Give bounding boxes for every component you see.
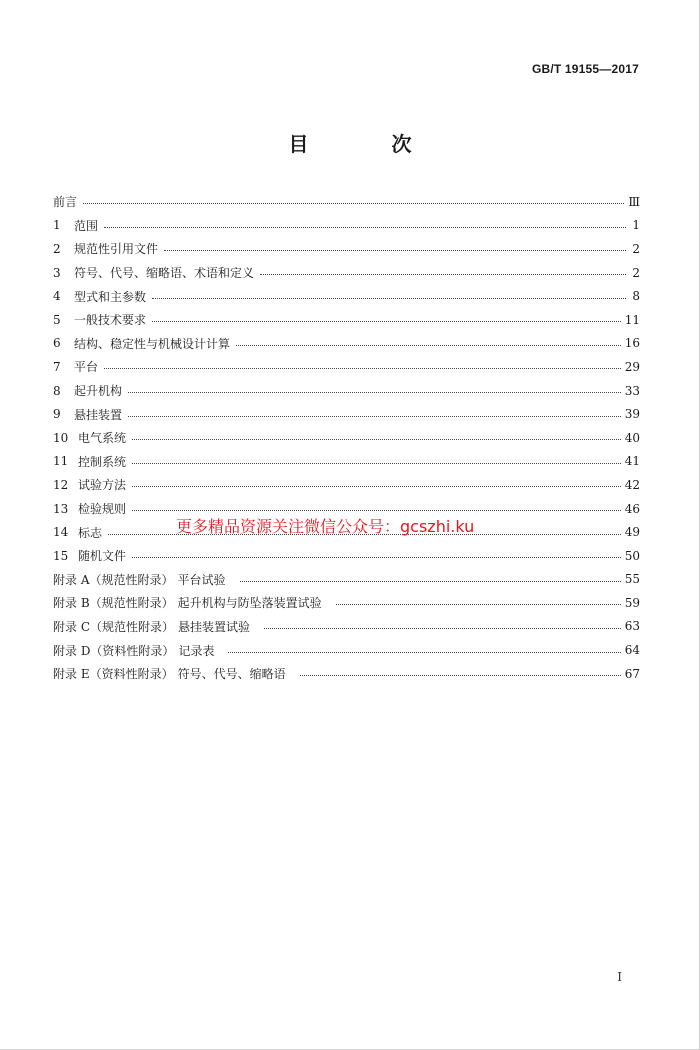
- toc-entry[interactable]: [53, 402, 640, 426]
- toc-dot-leader: [128, 416, 621, 417]
- toc-entry-page: 41: [624, 454, 640, 469]
- toc-dot-leader: [104, 227, 626, 228]
- toc-entry-page: Ⅲ: [628, 194, 640, 209]
- toc-entry-title: 型式和主参数: [74, 289, 147, 304]
- toc-entry-page: 1: [632, 218, 640, 233]
- toc-entry-title: 起升机构: [74, 384, 123, 399]
- table-of-contents: [53, 190, 640, 685]
- toc-entry-page: 50: [624, 548, 640, 563]
- toc-entry-page: 11: [624, 312, 640, 327]
- toc-entry-page: 63: [624, 619, 640, 634]
- toc-dot-leader: [236, 345, 621, 346]
- toc-entry-title: 悬挂装置: [74, 407, 123, 422]
- toc-entry-number: 10: [53, 430, 69, 445]
- toc-entry-page: 8: [632, 289, 640, 304]
- toc-entry[interactable]: [53, 237, 640, 261]
- toc-dot-leader: [228, 652, 620, 653]
- toc-dot-leader: [260, 274, 626, 275]
- toc-dot-leader: [132, 463, 621, 464]
- toc-dot-leader: [240, 581, 621, 582]
- toc-entry-title: 附录 B（规范性附录）: [53, 596, 174, 611]
- toc-dot-leader: [132, 510, 621, 511]
- toc-entry[interactable]: [53, 308, 640, 332]
- toc-entry-title: 一般技术要求: [74, 313, 147, 328]
- toc-dot-leader: [300, 675, 621, 676]
- toc-entry-title: 检验规则: [78, 502, 127, 517]
- toc-entry-page: 67: [624, 666, 640, 681]
- toc-entry-page: 40: [624, 430, 640, 445]
- toc-entry-page: 2: [632, 265, 640, 280]
- watermark-text: 更多精品资源关注微信公众号：gcszhi.ku: [176, 517, 475, 536]
- toc-entry[interactable]: [53, 473, 640, 497]
- toc-entry-title: 附录 E（资料性附录）: [53, 667, 174, 682]
- toc-dot-leader: [132, 557, 621, 558]
- toc-entry-number: 11: [53, 454, 69, 469]
- toc-entry[interactable]: [53, 355, 640, 379]
- toc-entry-title: 平台: [74, 360, 99, 375]
- toc-entry-number: 6: [53, 336, 61, 351]
- toc-entry-number: 8: [53, 383, 61, 398]
- toc-entry-page: 49: [624, 525, 640, 540]
- toc-entry-page: 55: [624, 572, 640, 587]
- toc-entry[interactable]: [53, 284, 640, 308]
- toc-entry-title: 电气系统: [78, 431, 127, 446]
- toc-entry[interactable]: [53, 638, 640, 662]
- toc-entry-annex-title: 起升机构与防坠落装置试验: [177, 596, 322, 611]
- toc-entry-number: 5: [53, 312, 61, 327]
- toc-entry-title: 随机文件: [78, 549, 127, 564]
- toc-entry-number: 9: [53, 407, 61, 422]
- toc-entry-page: 39: [624, 407, 640, 422]
- toc-entry[interactable]: [53, 379, 640, 403]
- toc-entry-number: 2: [53, 241, 61, 256]
- toc-dot-leader: [132, 439, 621, 440]
- page-title: 目 次: [288, 132, 450, 156]
- toc-dot-leader: [164, 250, 626, 251]
- toc-entry-number: 12: [53, 477, 69, 492]
- toc-entry-title: 范围: [74, 218, 99, 233]
- toc-entry-title: 附录 A（规范性附录）: [53, 572, 174, 587]
- toc-entry-page: 16: [624, 336, 640, 351]
- toc-entry[interactable]: [53, 261, 640, 285]
- toc-entry[interactable]: [53, 450, 640, 474]
- toc-entry-title: 附录 C（规范性附录）: [53, 619, 174, 634]
- toc-entry-number: 15: [53, 548, 69, 563]
- toc-entry-page: 64: [624, 643, 640, 658]
- toc-entry-number: 7: [53, 359, 61, 374]
- toc-dot-leader: [264, 628, 621, 629]
- toc-entry-page: 46: [624, 501, 640, 516]
- toc-entry-title: 标志: [78, 525, 103, 540]
- toc-entry-title: 规范性引用文件: [74, 242, 159, 257]
- toc-entry-page: 2: [632, 241, 640, 256]
- toc-entry-annex-title: 记录表: [178, 643, 215, 658]
- toc-entry-title: 符号、代号、缩略语、术语和定义: [74, 266, 255, 281]
- toc-entry[interactable]: [53, 332, 640, 356]
- toc-entry-number: 4: [53, 289, 61, 304]
- toc-entry-annex-title: 悬挂装置试验: [178, 619, 251, 634]
- toc-entry[interactable]: [53, 214, 640, 238]
- toc-dot-leader: [83, 203, 624, 204]
- toc-entry[interactable]: [53, 190, 640, 214]
- toc-entry-number: 3: [53, 265, 61, 280]
- toc-entry-page: 29: [624, 359, 640, 374]
- toc-entry[interactable]: [53, 591, 640, 615]
- toc-entry-title: 控制系统: [78, 454, 127, 469]
- toc-entry-number: 13: [53, 501, 69, 516]
- toc-entry-page: 33: [624, 383, 640, 398]
- toc-dot-leader: [336, 604, 621, 605]
- toc-entry-number: 14: [53, 525, 69, 540]
- toc-entry[interactable]: [53, 662, 640, 686]
- toc-entry[interactable]: [53, 568, 640, 592]
- standard-code: GB/T 19155—2017: [531, 62, 639, 76]
- toc-entry[interactable]: [53, 615, 640, 639]
- toc-dot-leader: [152, 321, 621, 322]
- toc-entry[interactable]: [53, 426, 640, 450]
- page-number: I: [617, 970, 622, 984]
- toc-entry-number: 1: [53, 218, 61, 233]
- toc-entry-annex-title: 平台试验: [177, 572, 226, 587]
- toc-dot-leader: [152, 298, 626, 299]
- toc-entry-page: 42: [624, 477, 640, 492]
- toc-dot-leader: [104, 368, 621, 369]
- toc-entry[interactable]: [53, 544, 640, 568]
- toc-entry-title: 试验方法: [78, 478, 127, 493]
- toc-entry-page: 59: [624, 595, 640, 610]
- toc-dot-leader: [128, 392, 621, 393]
- toc-entry-title: 前言: [53, 195, 78, 210]
- toc-entry-title: 结构、稳定性与机械设计计算: [74, 336, 231, 351]
- toc-entry-annex-title: 符号、代号、缩略语: [177, 667, 286, 682]
- toc-entry-title: 附录 D（资料性附录）: [53, 643, 175, 658]
- toc-dot-leader: [132, 486, 621, 487]
